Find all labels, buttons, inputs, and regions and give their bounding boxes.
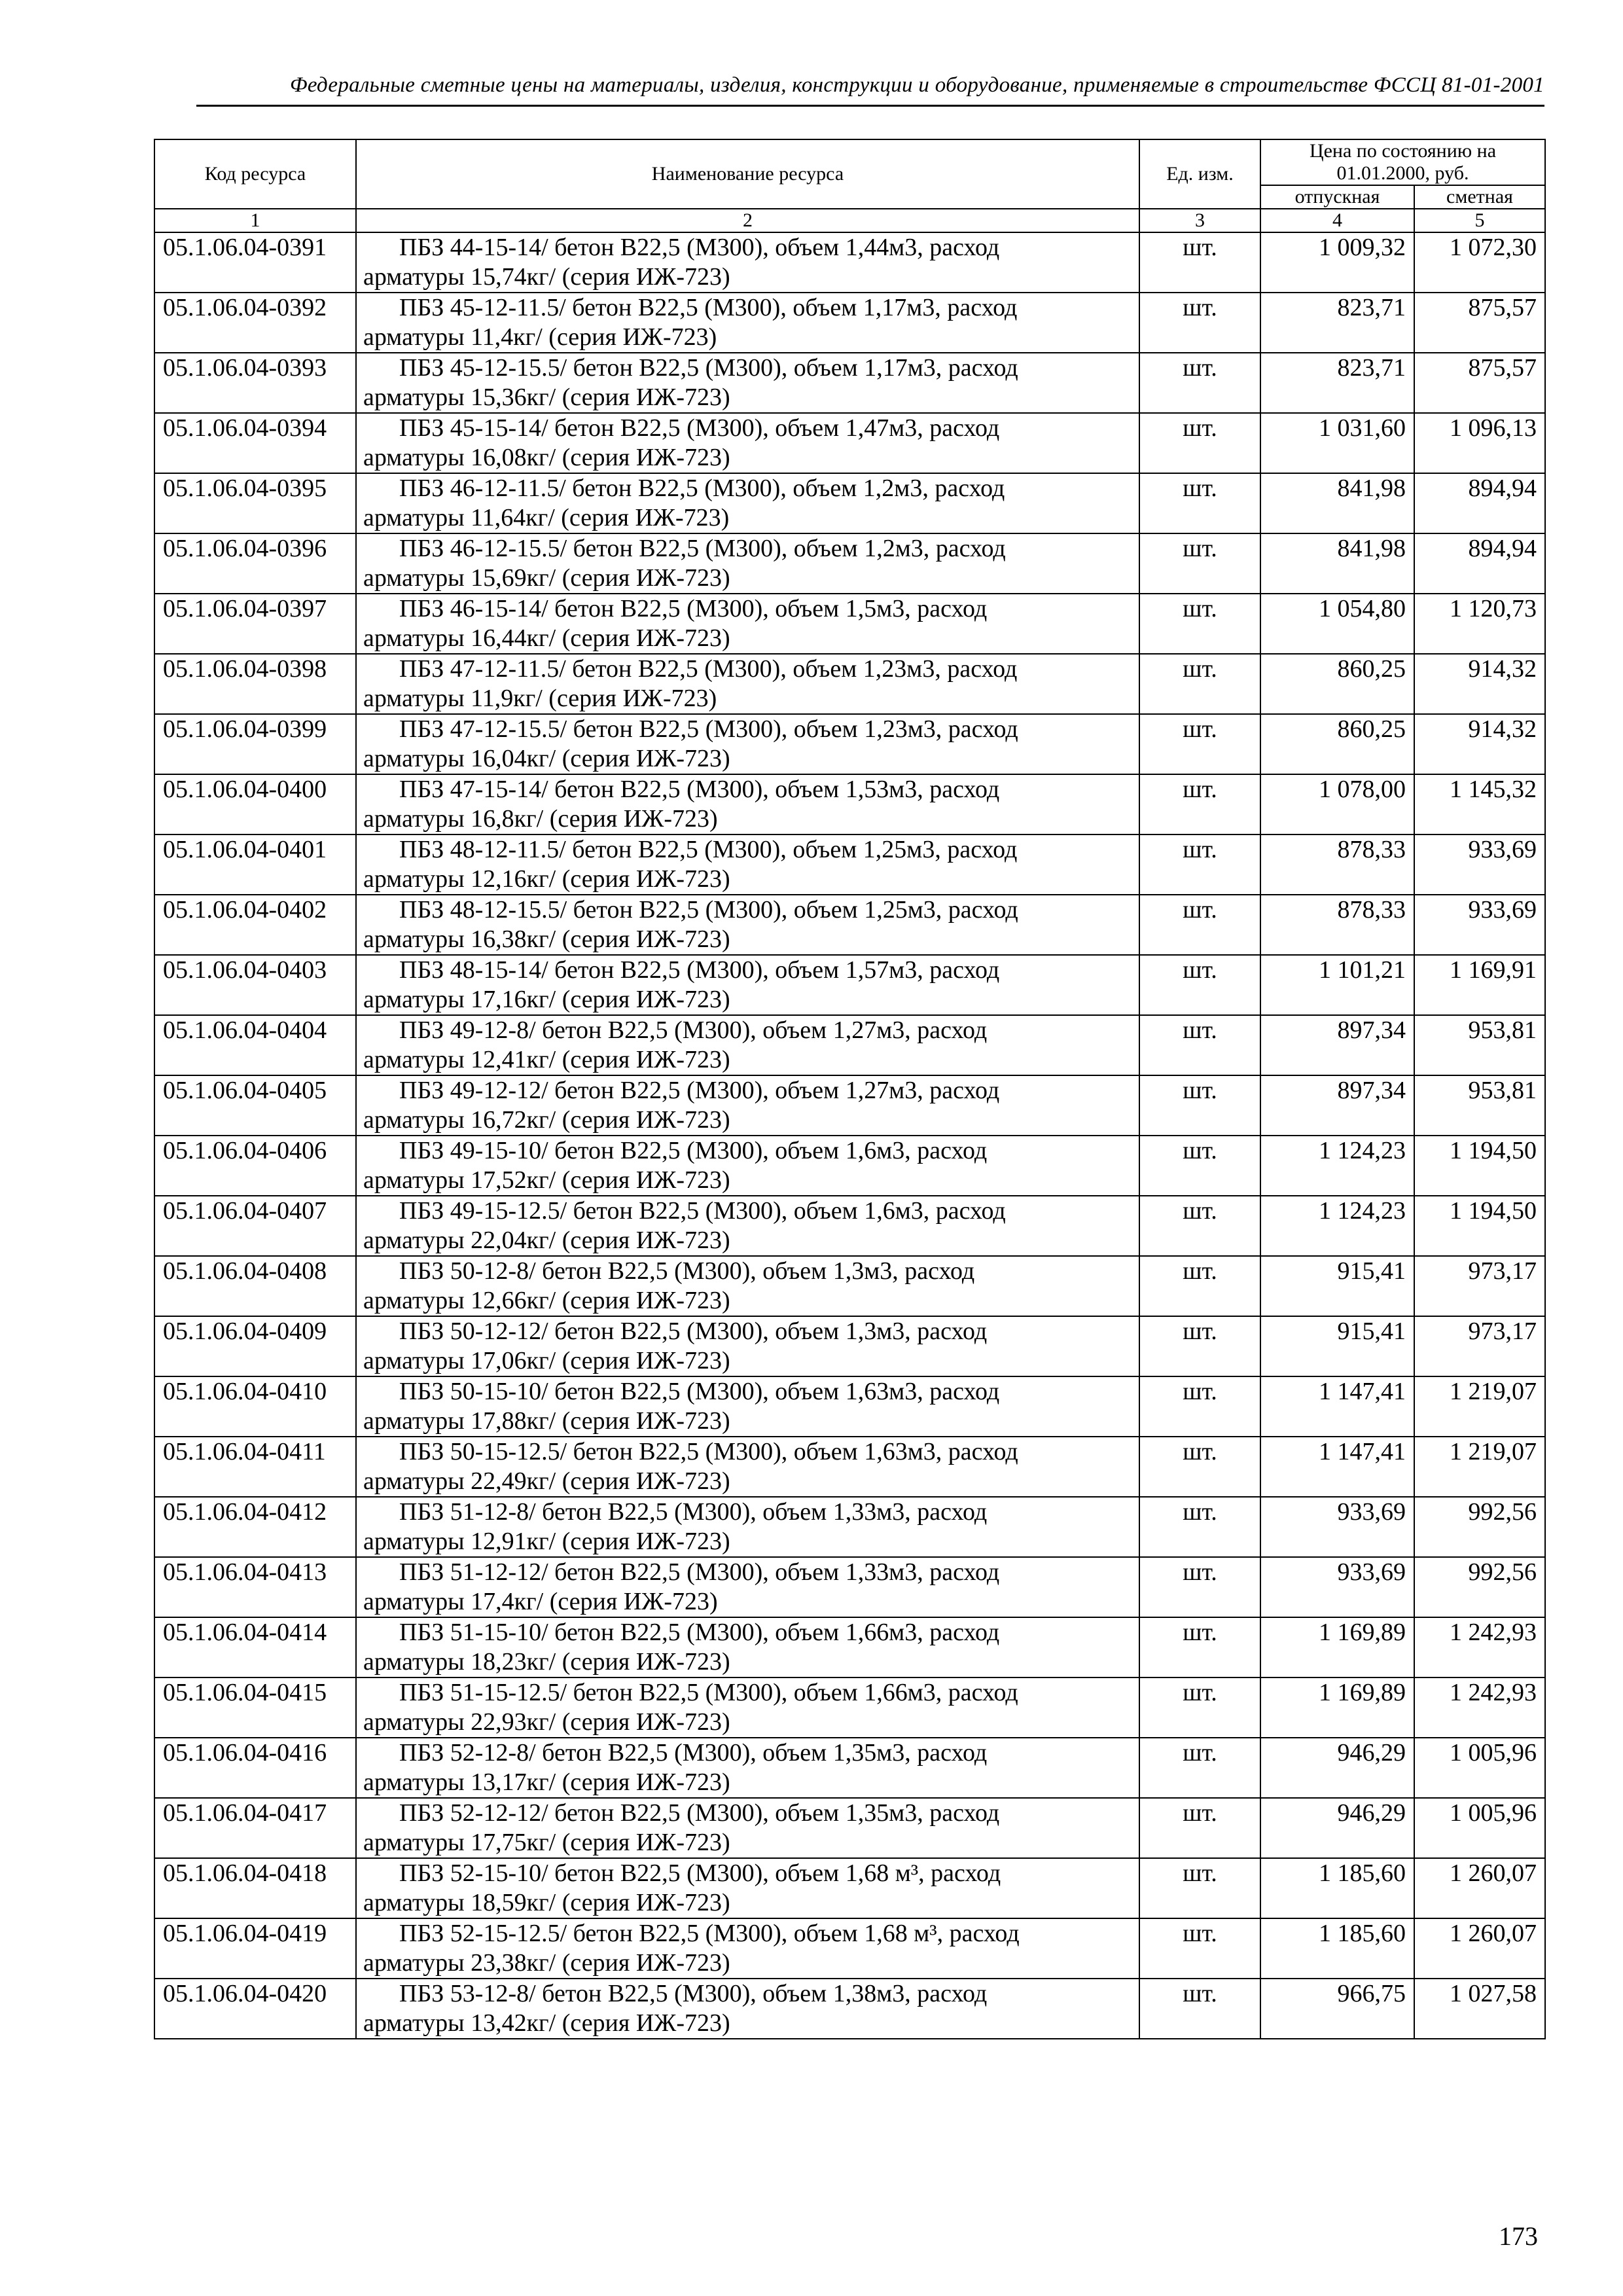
resource-name: [356, 533, 1139, 594]
header-rule: [196, 105, 1544, 107]
table-row: [154, 834, 1545, 895]
col-header-release: отпускная: [1260, 185, 1414, 209]
resource-name-line: ПБЗ 49-12-12/ бетон В22,5 (М300), объем 1,27м3, расход: [399, 1077, 1000, 1104]
release-price: 966,75: [1260, 1979, 1414, 2039]
resource-code: 05.1.06.04-0393: [154, 353, 356, 413]
unit: шт.: [1139, 1738, 1260, 1798]
table-row: [154, 1256, 1545, 1316]
resource-name: [356, 232, 1139, 293]
resource-code: 05.1.06.04-0414: [154, 1617, 356, 1677]
resource-code: 05.1.06.04-0403: [154, 955, 356, 1015]
table-row: [154, 1075, 1545, 1136]
release-price: 1 147,41: [1260, 1376, 1414, 1437]
unit: шт.: [1139, 955, 1260, 1015]
resource-name-line: ПБЗ 51-15-10/ бетон В22,5 (М300), объем 1,66м3, расход: [399, 1619, 1000, 1646]
resource-name-line: арматуры 17,75кг/ (серия ИЖ-723): [363, 1829, 730, 1856]
col-header-name: Наименование ресурса: [356, 139, 1139, 209]
resource-name-line: ПБЗ 50-12-8/ бетон В22,5 (М300), объем 1,3м3, расход: [399, 1257, 975, 1285]
unit: шт.: [1139, 353, 1260, 413]
resource-name-line: ПБЗ 48-15-14/ бетон В22,5 (М300), объем 1,57м3, расход: [399, 956, 1000, 984]
estimate-price: 1 145,32: [1414, 774, 1545, 834]
estimate-price: 1 072,30: [1414, 232, 1545, 293]
table-row: [154, 1437, 1545, 1497]
resource-name-line: арматуры 18,23кг/ (серия ИЖ-723): [363, 1648, 730, 1676]
estimate-price: 1 120,73: [1414, 594, 1545, 654]
table-row: [154, 232, 1545, 293]
resource-code: 05.1.06.04-0412: [154, 1497, 356, 1557]
release-price: 823,71: [1260, 293, 1414, 353]
table-row: [154, 1738, 1545, 1798]
unit: шт.: [1139, 1376, 1260, 1437]
resource-code: 05.1.06.04-0394: [154, 413, 356, 473]
resource-name: [356, 955, 1139, 1015]
release-price: 1 185,60: [1260, 1858, 1414, 1918]
resource-name-line: ПБЗ 45-12-11.5/ бетон В22,5 (М300), объем 1,17м3, расход: [399, 294, 1018, 321]
estimate-price: 875,57: [1414, 293, 1545, 353]
resource-code: 05.1.06.04-0419: [154, 1918, 356, 1979]
resource-code: 05.1.06.04-0397: [154, 594, 356, 654]
estimate-price: 1 260,07: [1414, 1918, 1545, 1979]
estimate-price: 1 096,13: [1414, 413, 1545, 473]
table-row: [154, 1979, 1545, 2039]
release-price: 1 169,89: [1260, 1677, 1414, 1738]
resource-name-line: арматуры 13,42кг/ (серия ИЖ-723): [363, 2009, 730, 2037]
resource-name-line: арматуры 12,66кг/ (серия ИЖ-723): [363, 1287, 730, 1314]
resource-name-line: ПБЗ 46-15-14/ бетон В22,5 (М300), объем 1,5м3, расход: [399, 595, 988, 622]
resource-code: 05.1.06.04-0409: [154, 1316, 356, 1376]
resource-name-line: ПБЗ 46-12-15.5/ бетон В22,5 (М300), объем 1,2м3, расход: [399, 535, 1006, 562]
estimate-price: 914,32: [1414, 714, 1545, 774]
estimate-price: 1 242,93: [1414, 1677, 1545, 1738]
resource-code: 05.1.06.04-0416: [154, 1738, 356, 1798]
release-price: 1 124,23: [1260, 1136, 1414, 1196]
resource-name-line: арматуры 22,93кг/ (серия ИЖ-723): [363, 1708, 730, 1736]
estimate-price: 1 219,07: [1414, 1437, 1545, 1497]
unit: шт.: [1139, 413, 1260, 473]
table-row: [154, 353, 1545, 413]
estimate-price: 1 219,07: [1414, 1376, 1545, 1437]
resource-code: 05.1.06.04-0401: [154, 834, 356, 895]
resource-name: [356, 1798, 1139, 1858]
resource-code: 05.1.06.04-0391: [154, 232, 356, 293]
resource-code: 05.1.06.04-0395: [154, 473, 356, 533]
release-price: 878,33: [1260, 834, 1414, 895]
resource-code: 05.1.06.04-0404: [154, 1015, 356, 1075]
unit: шт.: [1139, 1136, 1260, 1196]
resource-name-line: арматуры 16,04кг/ (серия ИЖ-723): [363, 745, 730, 772]
resource-name: [356, 654, 1139, 714]
release-price: 1 009,32: [1260, 232, 1414, 293]
resource-name: [356, 473, 1139, 533]
column-number-row: [154, 209, 1545, 232]
release-price: 946,29: [1260, 1738, 1414, 1798]
resource-name-line: арматуры 16,72кг/ (серия ИЖ-723): [363, 1106, 730, 1134]
resource-name-line: арматуры 16,08кг/ (серия ИЖ-723): [363, 444, 730, 471]
unit: шт.: [1139, 834, 1260, 895]
unit: шт.: [1139, 1075, 1260, 1136]
unit: шт.: [1139, 1196, 1260, 1256]
resource-code: 05.1.06.04-0410: [154, 1376, 356, 1437]
release-price: 860,25: [1260, 714, 1414, 774]
resource-name: [356, 1316, 1139, 1376]
resource-code: 05.1.06.04-0413: [154, 1557, 356, 1617]
resource-name-line: ПБЗ 52-15-12.5/ бетон В22,5 (М300), объем 1,68 м³, расход: [399, 1920, 1020, 1947]
resource-name: [356, 1557, 1139, 1617]
resource-code: 05.1.06.04-0407: [154, 1196, 356, 1256]
release-price: 823,71: [1260, 353, 1414, 413]
unit: шт.: [1139, 1557, 1260, 1617]
estimate-price: 1 194,50: [1414, 1196, 1545, 1256]
table-head: [154, 139, 1545, 232]
col-header-price-group: Цена по состоянию на 01.01.2000, руб.: [1260, 139, 1545, 185]
release-price: 933,69: [1260, 1557, 1414, 1617]
estimate-price: 1 005,96: [1414, 1798, 1545, 1858]
release-price: 860,25: [1260, 654, 1414, 714]
resource-code: 05.1.06.04-0402: [154, 895, 356, 955]
resource-name-line: арматуры 17,06кг/ (серия ИЖ-723): [363, 1347, 730, 1374]
resource-code: 05.1.06.04-0396: [154, 533, 356, 594]
unit: шт.: [1139, 654, 1260, 714]
resource-name-line: ПБЗ 51-12-12/ бетон В22,5 (М300), объем 1,33м3, расход: [399, 1558, 1000, 1586]
resource-name: [356, 413, 1139, 473]
resource-name-line: ПБЗ 52-12-12/ бетон В22,5 (М300), объем 1,35м3, расход: [399, 1799, 1000, 1827]
estimate-price: 973,17: [1414, 1316, 1545, 1376]
resource-name-line: ПБЗ 45-12-15.5/ бетон В22,5 (М300), объем 1,17м3, расход: [399, 354, 1018, 382]
release-price: 915,41: [1260, 1316, 1414, 1376]
unit: шт.: [1139, 1497, 1260, 1557]
table-row: [154, 714, 1545, 774]
unit: шт.: [1139, 1858, 1260, 1918]
table-row: [154, 895, 1545, 955]
resource-name-line: арматуры 11,9кг/ (серия ИЖ-723): [363, 685, 717, 712]
unit: шт.: [1139, 895, 1260, 955]
column-number: 5: [1414, 209, 1545, 232]
unit: шт.: [1139, 774, 1260, 834]
resource-name-line: арматуры 17,88кг/ (серия ИЖ-723): [363, 1407, 730, 1435]
resource-name-line: арматуры 15,74кг/ (серия ИЖ-723): [363, 263, 730, 291]
table-row: [154, 955, 1545, 1015]
resource-code: 05.1.06.04-0392: [154, 293, 356, 353]
estimate-price: 992,56: [1414, 1557, 1545, 1617]
col-header-unit: Ед. изм.: [1139, 139, 1260, 209]
release-price: 933,69: [1260, 1497, 1414, 1557]
table-row: [154, 1136, 1545, 1196]
unit: шт.: [1139, 232, 1260, 293]
resource-name-line: ПБЗ 53-12-8/ бетон В22,5 (М300), объем 1,38м3, расход: [399, 1980, 988, 2007]
release-price: 1 185,60: [1260, 1918, 1414, 1979]
estimate-price: 875,57: [1414, 353, 1545, 413]
resource-name-line: ПБЗ 45-15-14/ бетон В22,5 (М300), объем 1,47м3, расход: [399, 414, 1000, 442]
estimate-price: 894,94: [1414, 473, 1545, 533]
resource-code: 05.1.06.04-0399: [154, 714, 356, 774]
estimate-price: 894,94: [1414, 533, 1545, 594]
unit: шт.: [1139, 1316, 1260, 1376]
estimate-price: 992,56: [1414, 1497, 1545, 1557]
resource-name: [356, 293, 1139, 353]
estimate-price: 1 169,91: [1414, 955, 1545, 1015]
estimate-price: 1 027,58: [1414, 1979, 1545, 2039]
resource-name-line: ПБЗ 52-15-10/ бетон В22,5 (М300), объем 1,68 м³, расход: [399, 1859, 1001, 1887]
resource-name: [356, 1858, 1139, 1918]
table-row: [154, 473, 1545, 533]
resource-name: [356, 714, 1139, 774]
resource-name-line: ПБЗ 50-15-10/ бетон В22,5 (М300), объем 1,63м3, расход: [399, 1378, 1000, 1405]
table-row: [154, 1316, 1545, 1376]
unit: шт.: [1139, 1979, 1260, 2039]
resource-name: [356, 1015, 1139, 1075]
resource-name-line: арматуры 15,36кг/ (серия ИЖ-723): [363, 384, 730, 411]
estimate-price: 1 005,96: [1414, 1738, 1545, 1798]
price-table: [154, 139, 1546, 2039]
table-row: [154, 1196, 1545, 1256]
resource-code: 05.1.06.04-0398: [154, 654, 356, 714]
resource-name: [356, 834, 1139, 895]
resource-name: [356, 594, 1139, 654]
unit: шт.: [1139, 594, 1260, 654]
resource-code: 05.1.06.04-0415: [154, 1677, 356, 1738]
table-row: [154, 413, 1545, 473]
estimate-price: 933,69: [1414, 834, 1545, 895]
release-price: 1 169,89: [1260, 1617, 1414, 1677]
table-row: [154, 293, 1545, 353]
release-price: 915,41: [1260, 1256, 1414, 1316]
resource-name-line: арматуры 23,38кг/ (серия ИЖ-723): [363, 1949, 730, 1977]
resource-name: [356, 1376, 1139, 1437]
resource-name: [356, 1075, 1139, 1136]
resource-name-line: арматуры 15,69кг/ (серия ИЖ-723): [363, 564, 730, 592]
resource-name-line: арматуры 12,16кг/ (серия ИЖ-723): [363, 865, 730, 893]
resource-name-line: ПБЗ 51-15-12.5/ бетон В22,5 (М300), объем 1,66м3, расход: [399, 1679, 1018, 1706]
col-header-code: Код ресурса: [154, 139, 356, 209]
resource-name-line: ПБЗ 49-15-12.5/ бетон В22,5 (М300), объем 1,6м3, расход: [399, 1197, 1006, 1225]
resource-name: [356, 1437, 1139, 1497]
resource-name-line: ПБЗ 51-12-8/ бетон В22,5 (М300), объем 1,33м3, расход: [399, 1498, 988, 1526]
resource-name: [356, 774, 1139, 834]
resource-name: [356, 1738, 1139, 1798]
resource-name-line: ПБЗ 46-12-11.5/ бетон В22,5 (М300), объем 1,2м3, расход: [399, 475, 1005, 502]
resource-name-line: арматуры 16,38кг/ (серия ИЖ-723): [363, 925, 730, 953]
release-price: 897,34: [1260, 1015, 1414, 1075]
release-price: 946,29: [1260, 1798, 1414, 1858]
release-price: 1 101,21: [1260, 955, 1414, 1015]
page-number: 173: [1499, 2221, 1538, 2251]
resource-code: 05.1.06.04-0406: [154, 1136, 356, 1196]
table-row: [154, 1617, 1545, 1677]
estimate-price: 973,17: [1414, 1256, 1545, 1316]
resource-name-line: арматуры 18,59кг/ (серия ИЖ-723): [363, 1889, 730, 1916]
unit: шт.: [1139, 1677, 1260, 1738]
resource-name-line: ПБЗ 47-12-11.5/ бетон В22,5 (М300), объем 1,23м3, расход: [399, 655, 1018, 683]
column-number: 1: [154, 209, 356, 232]
resource-name-line: арматуры 11,4кг/ (серия ИЖ-723): [363, 323, 717, 351]
resource-name-line: ПБЗ 52-12-8/ бетон В22,5 (М300), объем 1,35м3, расход: [399, 1739, 988, 1767]
table-row: [154, 1557, 1545, 1617]
release-price: 841,98: [1260, 533, 1414, 594]
unit: шт.: [1139, 1256, 1260, 1316]
estimate-price: 914,32: [1414, 654, 1545, 714]
resource-name: [356, 1617, 1139, 1677]
resource-name-line: арматуры 17,4кг/ (серия ИЖ-723): [363, 1588, 718, 1615]
estimate-price: 1 194,50: [1414, 1136, 1545, 1196]
unit: шт.: [1139, 1015, 1260, 1075]
resource-name-line: арматуры 22,04кг/ (серия ИЖ-723): [363, 1227, 730, 1254]
resource-name: [356, 1196, 1139, 1256]
resource-name-line: арматуры 17,52кг/ (серия ИЖ-723): [363, 1166, 730, 1194]
resource-name-line: ПБЗ 50-15-12.5/ бетон В22,5 (М300), объем 1,63м3, расход: [399, 1438, 1018, 1465]
unit: шт.: [1139, 533, 1260, 594]
unit: шт.: [1139, 1798, 1260, 1858]
release-price: 878,33: [1260, 895, 1414, 955]
resource-name-line: арматуры 13,17кг/ (серия ИЖ-723): [363, 1768, 730, 1796]
table-row: [154, 1015, 1545, 1075]
table-row: [154, 1497, 1545, 1557]
table-row: [154, 594, 1545, 654]
column-number: 3: [1139, 209, 1260, 232]
resource-name: [356, 1918, 1139, 1979]
resource-name-line: ПБЗ 49-15-10/ бетон В22,5 (М300), объем 1,6м3, расход: [399, 1137, 988, 1164]
unit: шт.: [1139, 473, 1260, 533]
release-price: 897,34: [1260, 1075, 1414, 1136]
resource-name: [356, 1256, 1139, 1316]
resource-name-line: арматуры 16,44кг/ (серия ИЖ-723): [363, 624, 730, 652]
unit: шт.: [1139, 1918, 1260, 1979]
resource-name-line: арматуры 12,91кг/ (серия ИЖ-723): [363, 1528, 730, 1555]
resource-name-line: ПБЗ 48-12-15.5/ бетон В22,5 (М300), объем 1,25м3, расход: [399, 896, 1018, 924]
resource-name: [356, 353, 1139, 413]
resource-code: 05.1.06.04-0411: [154, 1437, 356, 1497]
col-header-estimate: сметная: [1414, 185, 1545, 209]
estimate-price: 953,81: [1414, 1075, 1545, 1136]
release-price: 1 031,60: [1260, 413, 1414, 473]
resource-name-line: ПБЗ 49-12-8/ бетон В22,5 (М300), объем 1,27м3, расход: [399, 1016, 988, 1044]
resource-code: 05.1.06.04-0405: [154, 1075, 356, 1136]
estimate-price: 953,81: [1414, 1015, 1545, 1075]
table-row: [154, 1918, 1545, 1979]
resource-name: [356, 895, 1139, 955]
resource-name-line: арматуры 22,49кг/ (серия ИЖ-723): [363, 1467, 730, 1495]
resource-name-line: ПБЗ 44-15-14/ бетон В22,5 (М300), объем 1,44м3, расход: [399, 234, 1000, 261]
resource-code: 05.1.06.04-0418: [154, 1858, 356, 1918]
resource-name-line: ПБЗ 47-12-15.5/ бетон В22,5 (М300), объем 1,23м3, расход: [399, 715, 1018, 743]
release-price: 1 124,23: [1260, 1196, 1414, 1256]
table-body: [154, 232, 1545, 2039]
estimate-price: 933,69: [1414, 895, 1545, 955]
column-number: 2: [356, 209, 1139, 232]
estimate-price: 1 242,93: [1414, 1617, 1545, 1677]
resource-name-line: ПБЗ 48-12-11.5/ бетон В22,5 (М300), объем 1,25м3, расход: [399, 836, 1018, 863]
estimate-price: 1 260,07: [1414, 1858, 1545, 1918]
resource-name: [356, 1136, 1139, 1196]
resource-code: 05.1.06.04-0408: [154, 1256, 356, 1316]
table-row: [154, 1677, 1545, 1738]
running-header: Федеральные сметные цены на материалы, изделия, конструкции и оборудование, применяемые в строительстве ФССЦ 81-01-2001: [290, 73, 1544, 97]
unit: шт.: [1139, 1437, 1260, 1497]
resource-name-line: ПБЗ 47-15-14/ бетон В22,5 (М300), объем 1,53м3, расход: [399, 776, 1000, 803]
resource-name: [356, 1677, 1139, 1738]
resource-name-line: ПБЗ 50-12-12/ бетон В22,5 (М300), объем 1,3м3, расход: [399, 1318, 988, 1345]
release-price: 1 147,41: [1260, 1437, 1414, 1497]
unit: шт.: [1139, 714, 1260, 774]
table-row: [154, 1798, 1545, 1858]
unit: шт.: [1139, 293, 1260, 353]
release-price: 1 054,80: [1260, 594, 1414, 654]
resource-code: 05.1.06.04-0417: [154, 1798, 356, 1858]
unit: шт.: [1139, 1617, 1260, 1677]
resource-code: 05.1.06.04-0420: [154, 1979, 356, 2039]
release-price: 1 078,00: [1260, 774, 1414, 834]
resource-name: [356, 1497, 1139, 1557]
table-row: [154, 533, 1545, 594]
resource-name-line: арматуры 16,8кг/ (серия ИЖ-723): [363, 805, 718, 833]
resource-name-line: арматуры 17,16кг/ (серия ИЖ-723): [363, 986, 730, 1013]
resource-name-line: арматуры 11,64кг/ (серия ИЖ-723): [363, 504, 730, 531]
table-row: [154, 774, 1545, 834]
table-row: [154, 1376, 1545, 1437]
table-row: [154, 1858, 1545, 1918]
release-price: 841,98: [1260, 473, 1414, 533]
resource-code: 05.1.06.04-0400: [154, 774, 356, 834]
table-row: [154, 654, 1545, 714]
resource-name: [356, 1979, 1139, 2039]
resource-name-line: арматуры 12,41кг/ (серия ИЖ-723): [363, 1046, 730, 1073]
column-number: 4: [1260, 209, 1414, 232]
